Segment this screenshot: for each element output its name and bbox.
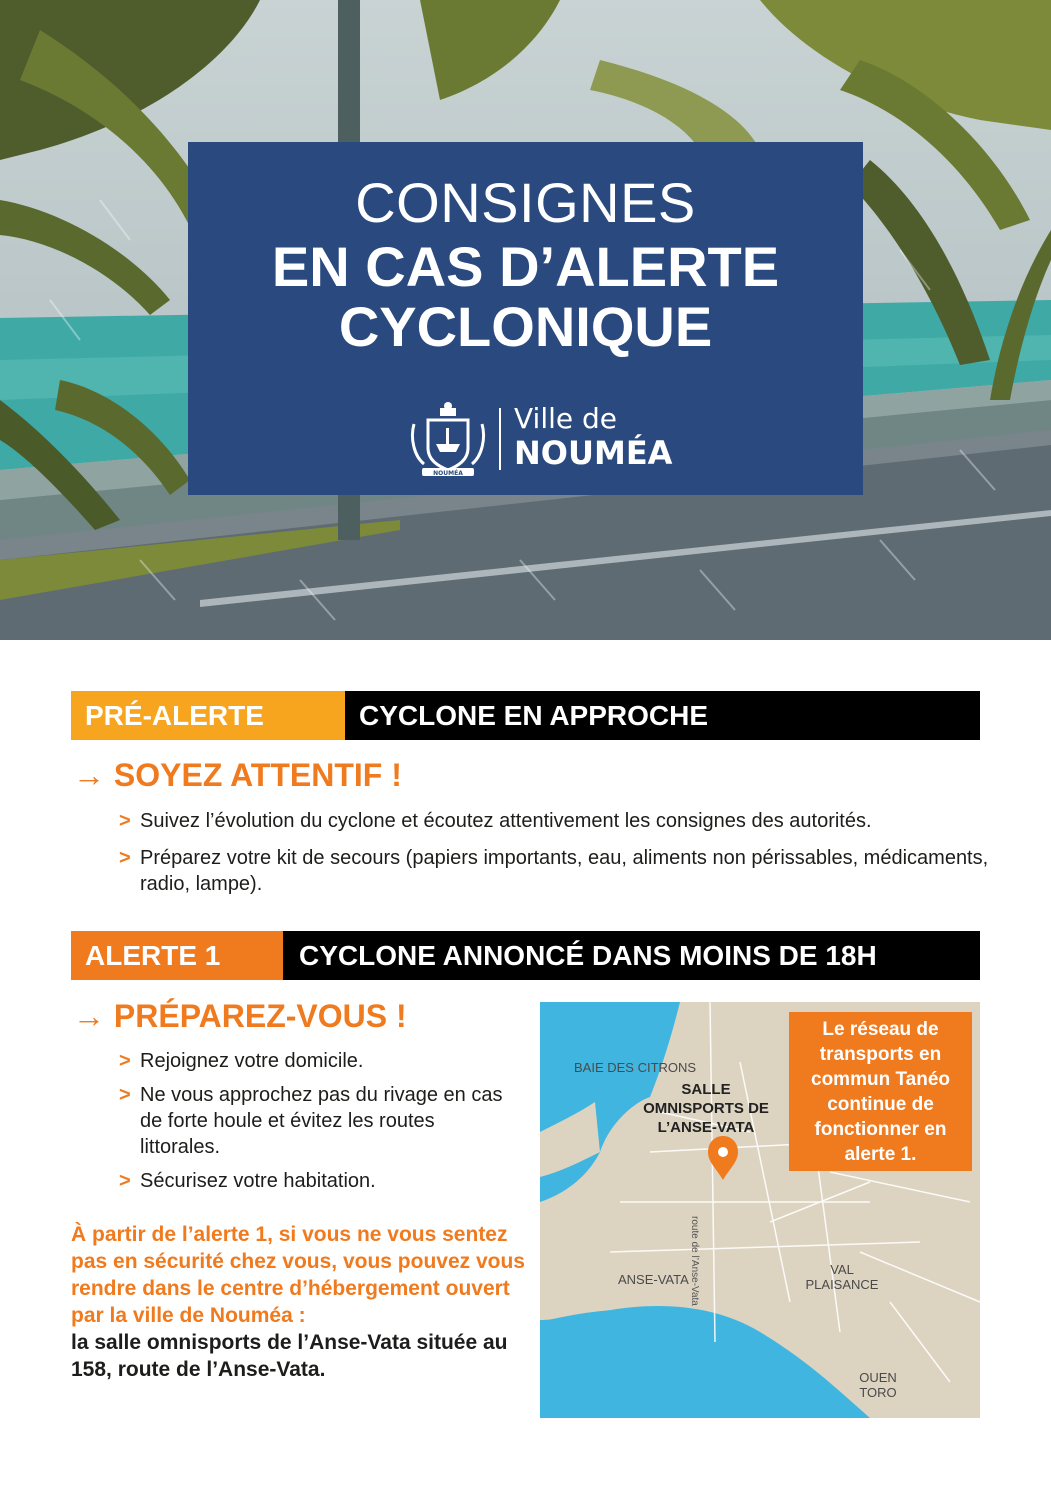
- bullet-chevron-icon: >: [119, 847, 131, 869]
- alerte1-item: > Ne vous approchez pas du rivage en cas de forte houle et évitez les routes littorales.: [119, 1084, 503, 1158]
- map-label-val: VAL PLAISANCE: [805, 1262, 879, 1292]
- pre-alerte-title: CYCLONE EN APPROCHE: [359, 700, 709, 731]
- map-label-anse: ANSE-VATA: [618, 1272, 689, 1287]
- pre-alerte-item: > Préparez votre kit de secours (papiers importants, eau, aliments non périssables, médicaments, radio, lampe).: [119, 847, 989, 895]
- bullet-chevron-icon: >: [119, 1050, 131, 1072]
- title-line-2: EN CAS D’ALERTE: [271, 235, 780, 298]
- shelter-paragraph-orange: À partir de l’alerte 1, si vous ne vous sentez pas en sécurité chez vous, vous pouvez vous rendre dans le centre d’hébergement ouvert par la ville de Nouméa :: [71, 1223, 525, 1327]
- map-label-ouen: OUEN TORO: [859, 1370, 897, 1400]
- map-label-salle: SALLE OMNISPORTS DE L’ANSE-VATA: [643, 1081, 769, 1136]
- pre-alerte-heading: → SOYEZ ATTENTIF !: [73, 757, 402, 793]
- taneo-note: Le réseau de transports en commun Tanéo continue de fonctionner en alerte 1.: [789, 1012, 972, 1171]
- map-label-baie: BAIE DES CITRONS: [574, 1060, 697, 1075]
- title-box: [188, 142, 863, 495]
- alerte1-item: > Sécurisez votre habitation.: [119, 1170, 376, 1192]
- map-label-route: route de l’Anse-Vata: [689, 1216, 700, 1306]
- alerte1-bar: [71, 931, 980, 980]
- logo-divider: [499, 408, 501, 470]
- bullet-chevron-icon: >: [119, 1084, 131, 1106]
- pre-alerte-item: > Suivez l’évolution du cyclone et écoutez attentivement les consignes des autorités.: [119, 810, 872, 832]
- shelter-map: [540, 1002, 980, 1418]
- bullet-chevron-icon: >: [119, 1170, 131, 1192]
- pre-alerte-bar: [71, 691, 980, 740]
- pre-alerte-label: PRÉ-ALERTE: [71, 691, 345, 740]
- shelter-paragraph: [71, 1221, 531, 1383]
- alerte1-heading: → PRÉPAREZ-VOUS !: [73, 998, 407, 1034]
- hero-illustration: [0, 0, 1051, 640]
- alerte1-title: CYCLONE ANNONCÉ DANS MOINS DE 18H: [299, 940, 877, 971]
- logo-noumea: NOUMÉA: [514, 434, 673, 472]
- title-line-1: CONSIGNES: [355, 171, 696, 234]
- noumea-coat-of-arms-icon: [406, 400, 490, 478]
- bullet-chevron-icon: >: [119, 810, 131, 832]
- title-line-3: CYCLONIQUE: [338, 295, 713, 358]
- alerte1-label: ALERTE 1: [71, 931, 283, 980]
- logo-banner-text: NOUMÉA: [433, 470, 463, 477]
- ville-de-noumea-logo: [406, 400, 673, 480]
- logo-ville-de: Ville de: [514, 402, 618, 435]
- alerte1-item: > Rejoignez votre domicile.: [119, 1050, 364, 1072]
- shelter-paragraph-address: la salle omnisports de l’Anse-Vata située au 158, route de l’Anse-Vata.: [71, 1331, 508, 1381]
